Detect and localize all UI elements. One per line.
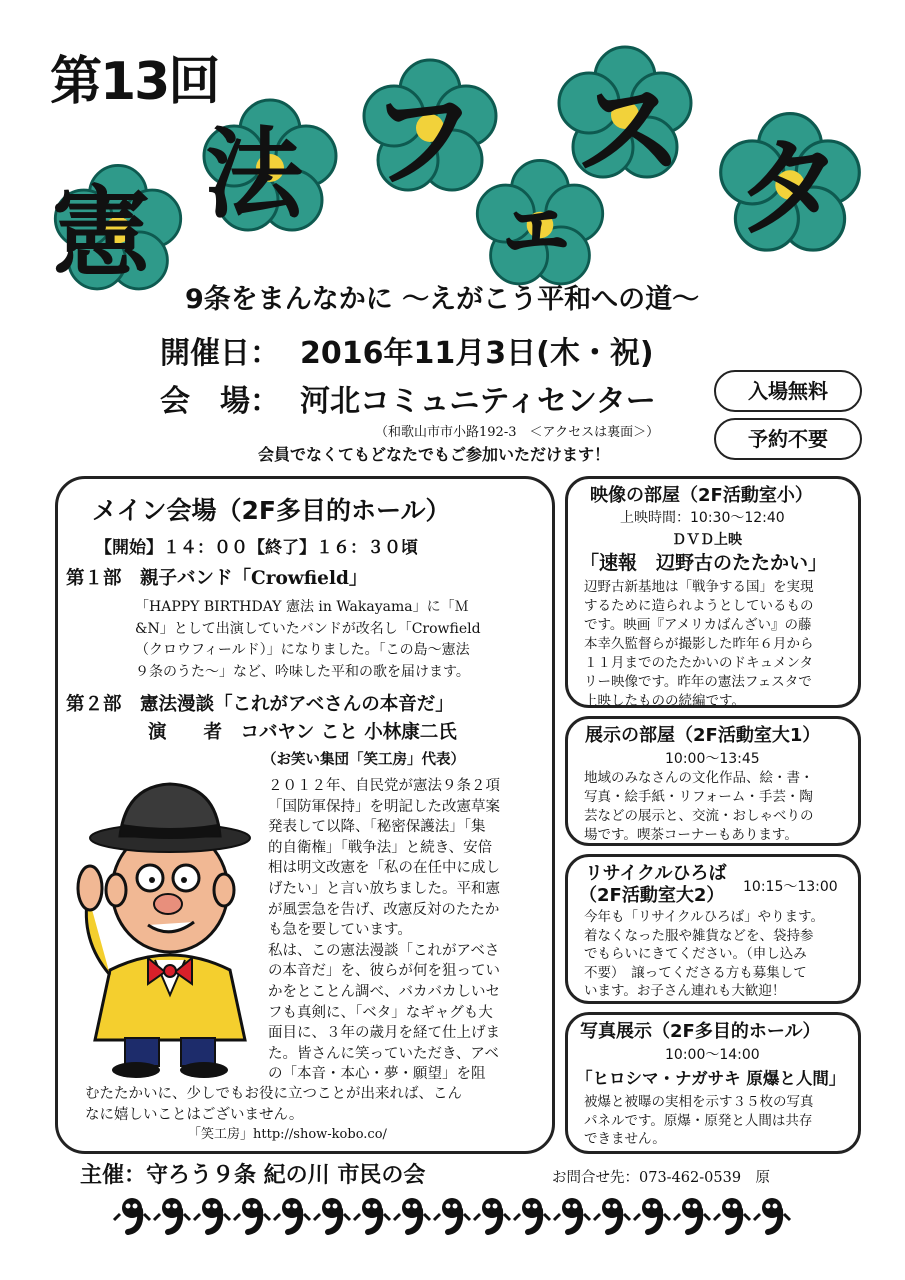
- video-room-time: 上映時間：10:30～12:40: [620, 510, 785, 526]
- title-char-3: フ: [368, 79, 477, 204]
- video-film-title: 「速報 辺野古のたたかい」: [580, 552, 828, 574]
- exhibit-room-title: 展示の部屋（2F活動室大1）: [585, 725, 821, 746]
- venue-value: 河北コミュニティセンター: [300, 384, 656, 419]
- exhibit-room-description: 地域のみなさんの文化作品、絵・書・ 写真・絵手紙・リフォーム・手芸・陶 芸などの展示と、交流・おしゃべりの 場です。喫茶コーナーもあります。: [584, 770, 814, 843]
- title-char-5: ス: [575, 69, 684, 194]
- comedian-cartoon-icon: [70, 780, 270, 1080]
- subtitle: 9条をまんなかに ～えがこう平和への道～: [185, 284, 700, 315]
- exhibit-room-time: 10:00～13:45: [665, 751, 760, 767]
- title-char-6: タ: [735, 127, 844, 252]
- recycle-plaza-time: 10:15～13:00: [743, 879, 838, 895]
- badge-no-reservation: 予約不要: [714, 418, 862, 460]
- part2-description: ２０１２年、自民党が憲法９条２項 「国防軍保持」を明記した改憲草案 発表して以降、「秘密保護法」「集 的自衛権」「戦争法」と続き、安倍 相は明文改憲を「私の在任中に成し げたい」と言い放ちました。平和憲 が風雲急を告げ、改憲反対のたたか も急を要しています。 私は、この憲法漫談「これがアベさ の本音だ」を、彼らが何を狙ってい かをとことん調べ、バカバカしいセ フも真剣に、「ベタ」なギャグも大 面目に、３年の歳月を経て仕上げま た。皆さんに笑っていただき、アベ の「本音・本心・夢・願望」を阻: [268, 778, 500, 1083]
- welcome-message: 会員でなくてもどなたでもご参加いただけます！: [258, 445, 611, 464]
- title-char-2: 法: [205, 118, 304, 232]
- part2-group: （お笑い集団「笑工房」代表）: [262, 751, 465, 768]
- date-label: 開催日：: [160, 336, 280, 371]
- photo-exhibit-time: 10:00～14:00: [665, 1047, 760, 1063]
- contact: お問合せ先：073-462-0539 原: [552, 1170, 771, 1186]
- date-value: 2016年11月3日(木・祝): [300, 336, 654, 371]
- edition-label: 第13回: [50, 52, 219, 112]
- photo-exhibit-description: 被爆と被曝の実相を示す３５枚の写真 パネルです。原爆・原発と人間は共存 できません。: [584, 1094, 814, 1147]
- video-room-title: 映像の部屋（2F活動室小）: [590, 485, 813, 506]
- photo-exhibit-name: 「ヒロシマ・ナガサキ 原爆と人間」: [576, 1069, 846, 1088]
- show-kobo-url: 「笑工房」http://show-kobo.co/: [188, 1127, 387, 1142]
- title-char-1: 憲: [52, 176, 151, 290]
- video-dvd-label: ＤＶＤ上映: [672, 532, 742, 548]
- venue-label: 会 場：: [160, 384, 280, 419]
- part2-label: 第２部 憲法漫談「これがアベさんの本音だ」: [66, 694, 454, 715]
- recycle-plaza-description: 今年も「リサイクルひろば」やります。 着なくなった服や雑貨などを、袋持参 でもらいにきてください。（申し込み 不要） 譲ってくださる方も募集して います。お子さん連れも大歓迎！: [584, 909, 825, 999]
- organizer: 主催：守ろう９条 紀の川 市民の会: [80, 1162, 426, 1188]
- title-char-4: ェ: [492, 170, 581, 273]
- recycle-plaza-title: リサイクルひろば: [585, 863, 727, 884]
- part1-description: 「HAPPY BIRTHDAY 憲法 in Wakayama」に「Ｍ &N」として出演していたバンドが改名し「Crowfield （クロウフィールド）」になりました。「この島～憲法 ９条のうた～」など、吟味した平和の歌を届けます。: [135, 599, 481, 680]
- part2-description-end: むたたかいに、少しでもお役に立つことが出来れば、こん なに嬉しいことはございません。: [85, 1086, 462, 1123]
- part2-performer: 演 者 コバヤン こと 小林康二氏: [148, 722, 457, 743]
- recycle-plaza-room: （2F活動室大2）: [579, 885, 725, 906]
- nine-characters-border-icon: [110, 1196, 800, 1236]
- video-room-description: 辺野古新基地は「戦争する国」を実現 するために造られようとしているもの です。映画『アメリカばんざい』の藤 本幸久監督らが撮影した昨年６月から １１月までのたたかいのドキュメンタ リー映像です。昨年の憲法フェスタで 上映したものの続編です。: [584, 579, 814, 709]
- part1-label: 第１部 親子バンド「Crowfield」: [66, 568, 368, 589]
- badge-free-admission: 入場無料: [714, 370, 862, 412]
- main-venue-time: 【開始】１４：００【終了】１６：３０頃: [95, 538, 418, 558]
- address: （和歌山市市小路192-3 ＜アクセスは裏面＞）: [375, 425, 660, 440]
- photo-exhibit-title: 写真展示（2F多目的ホール）: [580, 1021, 821, 1042]
- main-venue-title: メイン会場（2F多目的ホール）: [92, 496, 451, 525]
